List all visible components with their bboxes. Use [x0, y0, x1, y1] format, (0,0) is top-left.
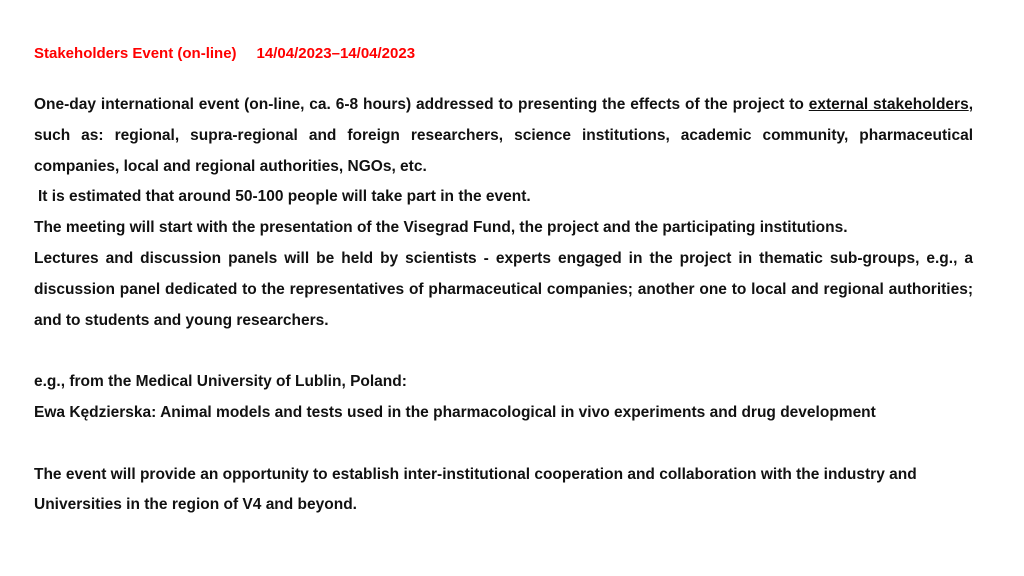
event-description [34, 90, 973, 521]
intro-text-part1: One-day international event (on-line, ca. 6-8 hours) addressed to presenting the effects of the project to [34, 96, 809, 113]
event-header [34, 44, 415, 64]
spacer [34, 429, 973, 460]
event-date-range: 14/04/2023–14/04/2023 [256, 45, 416, 62]
event-title: Stakeholders Event (on-line) [34, 45, 237, 62]
lectures-paragraph: Lectures and discussion panels will be held by scientists - experts engaged in the project in thematic sub-groups, e.g., a discussion panel dedicated to the representatives of pharmaceutical companies; another one to local and regional authorities; and to students and young researchers. [34, 249, 973, 329]
closing-paragraph: The event will provide an opportunity to establish inter-institutional cooperation and collaboration with the industry and Universities in the region of V4 and beyond. [34, 465, 917, 514]
external-stakeholders-link[interactable]: external stakeholders [808, 96, 969, 113]
estimate-paragraph: It is estimated that around 50-100 people will take part in the event. [38, 188, 531, 206]
example-intro: e.g., from the Medical University of Lublin, Poland: [34, 373, 407, 391]
meeting-start-paragraph: The meeting will start with the presentation of the Visegrad Fund, the project and the participating institutions. [34, 219, 848, 237]
intro-text-part2: , such as: regional, supra-regional and foreign researchers, science institutions, academic community, pharmaceutical companies, local and regional authorities, NGOs, etc. [34, 96, 973, 175]
intro-paragraph [34, 90, 973, 182]
spacer [34, 336, 973, 367]
example-speaker: Ewa Kędzierska: Animal models and tests used in the pharmacological in vivo experiments and drug development [34, 403, 876, 421]
